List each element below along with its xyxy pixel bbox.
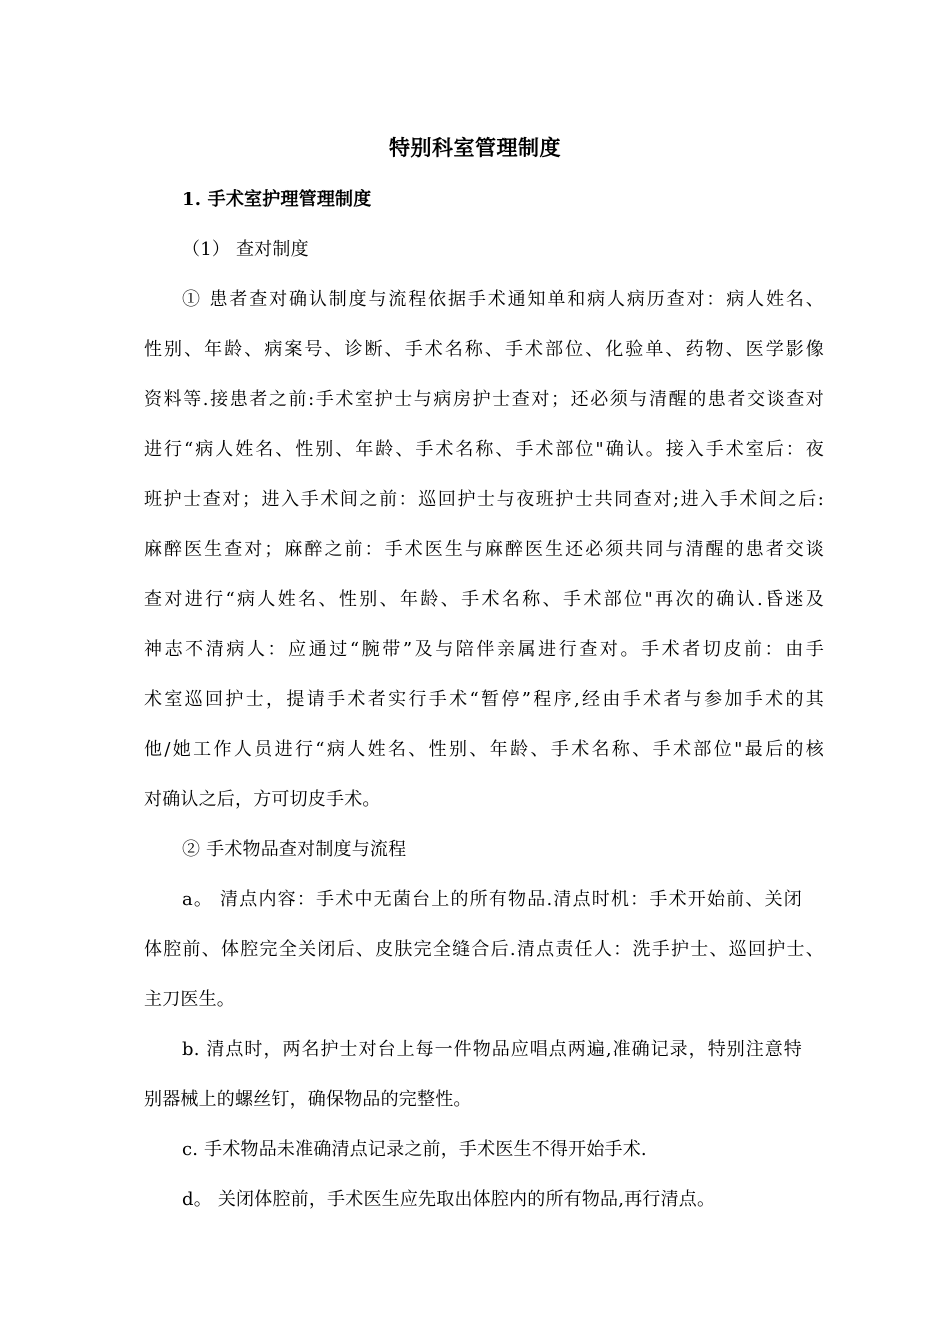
paragraph-line: 术室巡回护士，提请手术者实行手术“暂停”程序,经由手术者与参加手术的其 (144, 689, 824, 710)
paragraph-line: 麻醉医生查对；麻醉之前：手术医生与麻醉医生还必须共同与清醒的患者交谈 (144, 539, 824, 560)
paragraph-item-d: d。 关闭体腔前，手术医生应先取出体腔内的所有物品,再行清点。 (182, 1189, 716, 1210)
paragraph-line: 体腔前、体腔完全关闭后、皮肤完全缝合后.清点责任人：洗手护士、巡回护士、 (144, 939, 824, 960)
paragraph-line: b. 清点时，两名护士对台上每一件物品应唱点两遍,准确记录，特别注意特 (182, 1039, 802, 1060)
document-title: 特别科室管理制度 (389, 136, 561, 160)
paragraph-line: ① 患者查对确认制度与流程依据手术通知单和病人病历查对：病人姓名、 (182, 289, 824, 310)
subsection-heading: （1） 查对制度 (182, 239, 309, 260)
paragraph-line: 别器械上的螺丝钉，确保物品的完整性。 (144, 1089, 472, 1110)
paragraph-line: 他/她工作人员进行“病人姓名、性别、年龄、手术名称、手术部位"最后的核 (144, 739, 824, 760)
paragraph-item-c: c. 手术物品未准确清点记录之前，手术医生不得开始手术. (182, 1139, 647, 1160)
section-heading: 1. 手术室护理管理制度 (182, 189, 372, 210)
paragraph-line: 班护士查对；进入手术间之前：巡回护士与夜班护士共同查对;进入手术间之后: (144, 489, 824, 510)
paragraph-line: 资料等.接患者之前:手术室护士与病房护士查对；还必须与清醒的患者交谈查对 (144, 389, 824, 410)
paragraph-line: 查对进行“病人姓名、性别、年龄、手术名称、手术部位"再次的确认.昏迷及 (144, 589, 824, 610)
paragraph-line: 性别、年龄、病案号、诊断、手术名称、手术部位、化验单、药物、医学影像 (144, 339, 824, 360)
paragraph-line: 进行“病人姓名、性别、年龄、手术名称、手术部位"确认。接入手术室后：夜 (144, 439, 824, 460)
paragraph-line: a。 清点内容：手术中无菌台上的所有物品.清点时机：手术开始前、关闭 (182, 889, 802, 910)
item-heading: ② 手术物品查对制度与流程 (182, 839, 407, 860)
paragraph-line: 主刀医生。 (144, 989, 235, 1010)
paragraph-line: 神志不清病人：应通过“腕带”及与陪伴亲属进行查对。手术者切皮前：由手 (144, 639, 824, 660)
paragraph-line: 对确认之后，方可切皮手术。 (144, 789, 381, 810)
